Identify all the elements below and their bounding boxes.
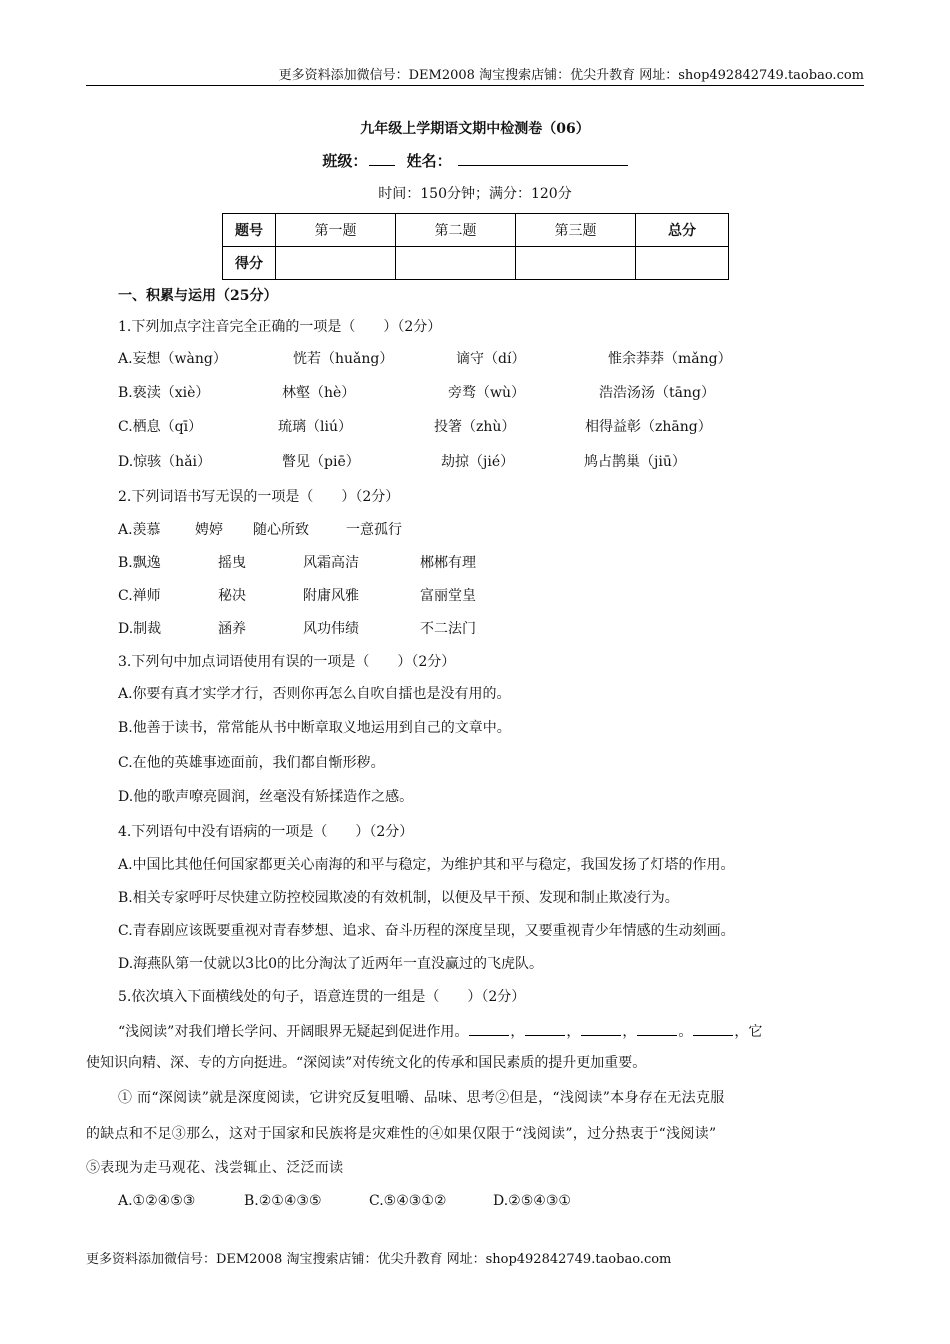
score-cell-total[interactable] <box>636 247 729 280</box>
section-1-heading: 一、积累与运用（25分） <box>118 288 278 304</box>
q5-stem: 5.依次填入下面横线处的句子，语意连贯的一组是（ ）（2分） <box>118 989 526 1005</box>
score-table-score-row <box>223 247 729 280</box>
q1-a-4: 惟余莽莽（mǎng） <box>608 351 732 367</box>
q5-blank-5[interactable] <box>693 1021 733 1036</box>
q1-a-2: 恍若（huǎng） <box>293 351 394 367</box>
q1-c-4: 相得益彰（zhāng） <box>585 419 712 435</box>
student-info-row <box>0 150 950 171</box>
q3-option-b[interactable]: B.他善于读书，常常能从书中断章取义地运用到自己的文章中。 <box>118 720 511 736</box>
q2-b-3: 风霜高洁 <box>303 555 359 571</box>
q1-b-2: 林壑（hè） <box>282 385 356 401</box>
q1-c-2: 琉璃（liú） <box>278 419 352 435</box>
col-q3: 第三题 <box>516 214 636 247</box>
q3-option-a[interactable]: A.你要有真才实学才行，否则你再怎么自吹自擂也是没有用的。 <box>118 686 511 702</box>
q2-d-2: 涵养 <box>218 621 246 637</box>
row-label-number: 题号 <box>223 214 276 247</box>
q3-stem: 3.下列句中加点词语使用有误的一项是（ ）（2分） <box>118 654 456 670</box>
q5-para-text: “浅阅读”对我们增长学问、开阔眼界无疑起到促进作用。 <box>118 1024 469 1040</box>
q5-paragraph-line2: 使知识向精、深、专的方向挺进。“深阅读”对传统文化的传承和国民素质的提升更加重要。 <box>86 1055 647 1071</box>
q5-items-line2: 的缺点和不足③那么，这对于国家和民族将是灾难性的④如果仅限于“浅阅读”，过分热衷于“浅阅读” <box>86 1126 717 1142</box>
q4-option-b[interactable]: B.相关专家呼吁尽快建立防控校园欺凌的有效机制，以便及早干预、发现和制止欺凌行为。 <box>118 890 679 906</box>
q5-para-tail: ，它 <box>734 1024 763 1040</box>
q2-c-4: 富丽堂皇 <box>420 588 476 604</box>
score-cell-q3[interactable] <box>516 247 636 280</box>
score-table-header-row <box>223 214 729 247</box>
col-total: 总分 <box>636 214 729 247</box>
q2-a-2: 娉婷 <box>195 522 223 538</box>
q2-d-4: 不二法门 <box>420 621 476 637</box>
q2-stem: 2.下列词语书写无误的一项是（ ）（2分） <box>118 489 400 505</box>
header-divider <box>86 85 864 86</box>
page-footer: 更多资料添加微信号：DEM2008 淘宝搜索店铺：优尖升教育 网址：shop492842749.taobao.com <box>86 1252 672 1267</box>
name-field[interactable] <box>458 151 628 166</box>
time-info: 时间：150分钟；满分：120分 <box>378 186 572 202</box>
q5-blank-3[interactable] <box>581 1021 621 1036</box>
q1-b-3: 旁骛（wù） <box>448 385 525 401</box>
q5-items-line3: ⑤表现为走马观花、浅尝辄止、泛泛而读 <box>86 1160 344 1176</box>
q5-blank-1[interactable] <box>469 1021 509 1036</box>
q5-option-c[interactable]: C.⑤④③①② <box>369 1193 447 1209</box>
q4-option-a[interactable]: A.中国比其他任何国家都更关心南海的和平与稳定，为维护其和平与稳定，我国发扬了灯塔的作用。 <box>118 857 735 873</box>
page-header: 更多资料添加微信号：DEM2008 淘宝搜索店铺：优尖升教育 网址：shop492842749.taobao.com <box>278 68 864 83</box>
q2-a-1: A.羡慕 <box>118 522 161 538</box>
q1-d-4: 鸠占鹊巢（jiū） <box>584 454 686 470</box>
q5-paragraph-line1: “浅阅读”对我们增长学问、开阔眼界无疑起到促进作用。 ， ， ， 。 ，它 <box>118 1021 762 1042</box>
class-field[interactable] <box>369 151 395 166</box>
score-table <box>222 213 729 280</box>
q1-c-3: 投箸（zhù） <box>434 419 516 435</box>
q1-a-3: 谪守（dí） <box>456 351 526 367</box>
q5-option-b[interactable]: B.②①④③⑤ <box>244 1193 322 1209</box>
q1-d-2: 瞥见（piē） <box>282 454 360 470</box>
q1-c-1: C.栖息（qī） <box>118 419 203 435</box>
q1-stem: 1.下列加点字注音完全正确的一项是（ ）（2分） <box>118 319 442 335</box>
q2-d-3: 风功伟绩 <box>303 621 359 637</box>
q5-blank-4[interactable] <box>637 1021 677 1036</box>
q5-items-line1: ① 而“深阅读”就是深度阅读，它讲究反复咀嚼、品味、思考②但是，“浅阅读”本身存在无法克服 <box>118 1090 725 1106</box>
name-label: 姓名： <box>406 152 452 170</box>
row-label-score: 得分 <box>223 247 276 280</box>
q1-d-3: 劫掠（jié） <box>441 454 515 470</box>
q1-a-1: A.妄想（wàng） <box>118 351 227 367</box>
score-cell-q1[interactable] <box>276 247 396 280</box>
q2-d-1: D.制裁 <box>118 621 162 637</box>
q4-option-d[interactable]: D.海燕队第一仗就以3比0的比分淘汰了近两年一直没赢过的飞虎队。 <box>118 956 543 972</box>
q2-b-4: 郴郴有理 <box>420 555 476 571</box>
q3-option-c[interactable]: C.在他的英雄事迹面前，我们都自惭形秽。 <box>118 755 385 771</box>
q1-d-1: D.惊骇（hǎi） <box>118 454 212 470</box>
q5-option-d[interactable]: D.②⑤④③① <box>493 1193 571 1209</box>
class-label: 班级： <box>322 152 368 170</box>
q2-a-4: 一意孤行 <box>346 522 402 538</box>
score-cell-q2[interactable] <box>396 247 516 280</box>
col-q2: 第二题 <box>396 214 516 247</box>
q2-c-2: 秘决 <box>218 588 246 604</box>
q2-b-1: B.飘逸 <box>118 555 161 571</box>
q5-option-a[interactable]: A.①②④⑤③ <box>118 1193 196 1209</box>
q3-option-d[interactable]: D.他的歌声嘹亮圆润，丝毫没有矫揉造作之感。 <box>118 789 414 805</box>
q2-c-3: 附庸风雅 <box>303 588 359 604</box>
q5-blank-2[interactable] <box>525 1021 565 1036</box>
q1-b-4: 浩浩汤汤（tāng） <box>599 385 715 401</box>
q4-stem: 4.下列语句中没有语病的一项是（ ）（2分） <box>118 824 414 840</box>
q2-a-3: 随心所致 <box>253 522 309 538</box>
q2-b-2: 摇曳 <box>218 555 246 571</box>
exam-title: 九年级上学期语文期中检测卷（06） <box>360 121 590 137</box>
col-q1: 第一题 <box>276 214 396 247</box>
q2-c-1: C.禅师 <box>118 588 161 604</box>
q1-b-1: B.亵渎（xiè） <box>118 385 210 401</box>
q4-option-c[interactable]: C.青春剧应该既要重视对青春梦想、追求、奋斗历程的深度呈现，又要重视青少年情感的生动刻画。 <box>118 923 735 939</box>
